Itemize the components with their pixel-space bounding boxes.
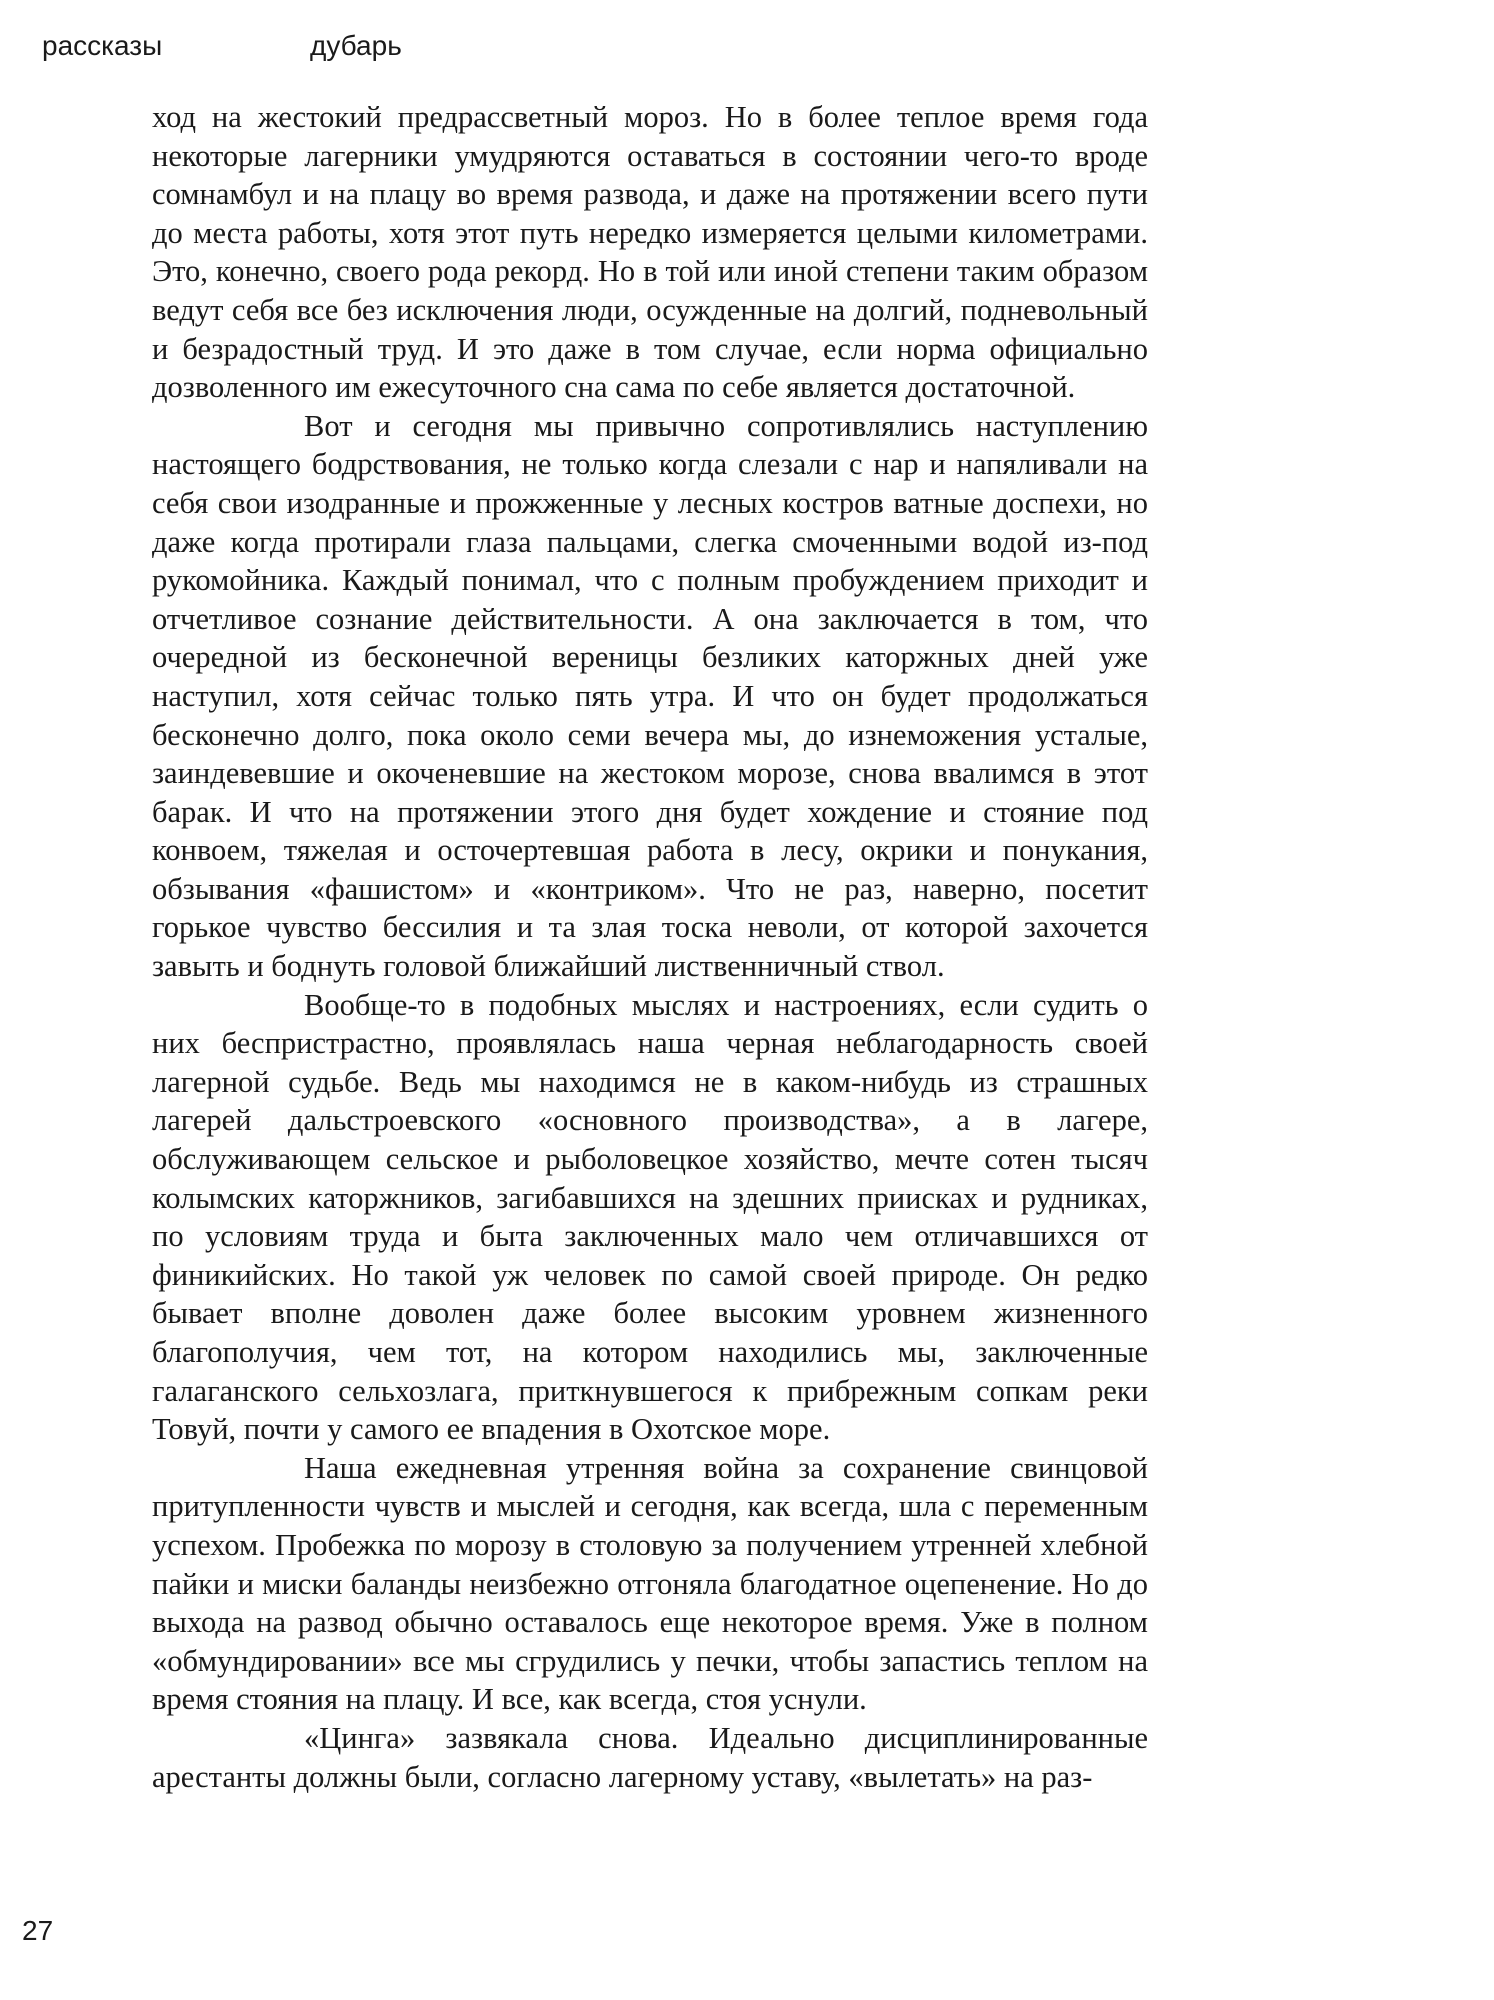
paragraph: «Цинга» зазвякала снова. Идеально дисциплинированные арестанты должны были, согласно лагерному уставу, «вылетать» на раз- (152, 1720, 1148, 1794)
paragraph: Наша ежедневная утренняя война за сохранение свинцовой притупленности чувств и мыслей и сегодня, как всегда, шла с переменным успехом. Пробежка по морозу в столовую за получением утренней хлебной пайки и миски баланды неизбежно отгоняла благодатное оцепенение. Но до выхода на развод обычно оставалось еще некоторое время. Уже в полном «обмундировании» все мы сгрудились у печки, чтобы запастись теплом на время стояния на плацу. И все, как всегда, стоя уснули. (152, 1450, 1148, 1717)
paragraph: Вот и сегодня мы привычно сопротивлялись наступлению настоящего бодрствования, не только когда слезали с нар и напяливали на себя свои изодранные и прожженные у лесных костров ватные доспехи, но даже когда протирали глаза пальцами, слегка смоченными водой из-под рукомойника. Каждый понимал, что с полным пробуждением приходит и отчетливое сознание действительности. А она заключается в том, что очередной из бесконечной вереницы безликих каторжных дней уже наступил, хотя сейчас только пять утра. И что он будет продолжаться бесконечно долго, пока около семи вечера мы, до изнеможения усталые, заиндевевшие и окоченевшие на жестоком морозе, снова ввалимся в этот барак. И что на протяжении этого дня будет хождение и стояние под конвоем, тяжелая и осточертевшая работа в лесу, окрики и понукания, обзывания «фашистом» и «контриком». Что не раз, наверно, посетит горькое чувство бессилия и та злая тоска неволи, от которой захочется завыть и боднуть головой ближайший лиственничный ствол. (152, 408, 1148, 984)
body-text (152, 98, 1148, 1796)
paragraph: ход на жестокий предрассветный мороз. Но в более теплое время года некоторые лагерники умудряются оставаться в состоянии чего-то вроде сомнамбул и на плацу во время развода, и даже на протяжении всего пути до места работы, хотя этот путь нередко измеряется целыми километрами. Это, конечно, своего рода рекорд. Но в той или иной степени таким образом ведут себя все без исключения люди, осужденные на долгий, подневольный и безрадостный труд. И это даже в том случае, если норма официально дозволенного им ежесуточного сна сама по себе является достаточной. (152, 100, 1148, 405)
page-number: 27 (22, 1915, 54, 1946)
running-head-section: рассказы (42, 30, 163, 61)
running-head-chapter: дубарь (310, 30, 402, 61)
paragraph: Вообще-то в подобных мыслях и настроениях, если судить о них беспристрастно, проявлялась наша черная неблагодарность своей лагерной судьбе. Ведь мы находимся не в каком-нибудь из страшных лагерей дальстроевского «основного производства», а в лагере, обслуживающем сельское и рыболовецкое хозяйство, мечте сотен тысяч колымских каторжников, загибавшихся на здешних приисках и рудниках, по условиям труда и быта заключенных мало чем отличавшихся от финикийских. Но такой уж человек по самой своей природе. Он редко бывает вполне доволен даже более высоким уровнем жизненного благополучия, чем тот, на котором находились мы, заключенные галаганского сельхозлага, приткнувшегося к прибрежным сопкам реки Товуй, почти у самого ее впадения в Охотское море. (152, 987, 1148, 1447)
running-head (42, 28, 402, 64)
